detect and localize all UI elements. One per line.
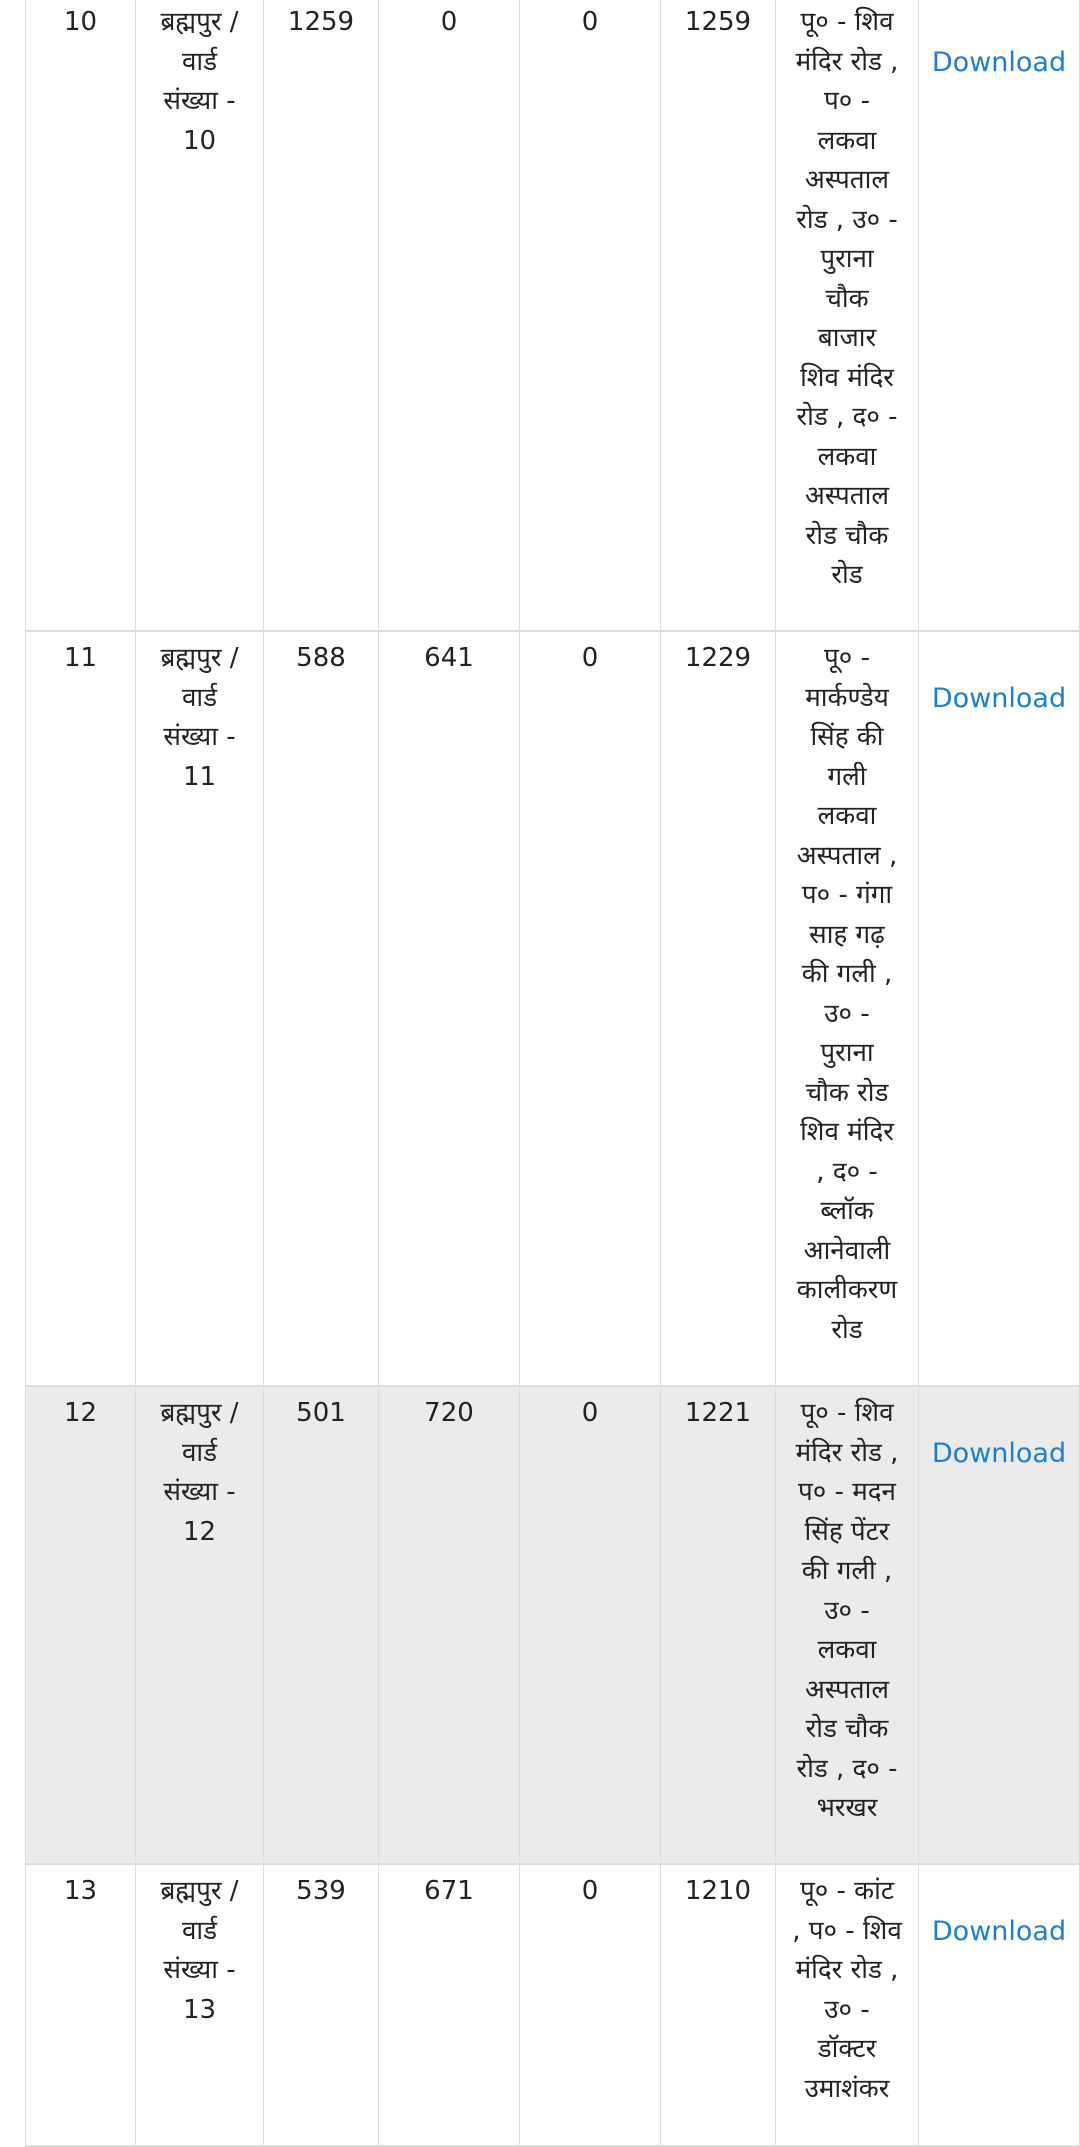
polling-station-table — [25, 0, 1080, 2147]
serial-number: 13 — [26, 1865, 136, 2145]
other-voters: 0 — [520, 1865, 661, 2145]
serial-number: 12 — [26, 1387, 136, 1863]
table-row — [26, 1387, 1079, 1865]
download-link[interactable]: Download — [931, 1915, 1067, 1947]
male-voters: 1259 — [264, 0, 379, 630]
booth-name: ब्रह्मपुर / वार्ड संख्या - 11 — [136, 632, 264, 1385]
other-voters: 0 — [520, 1387, 661, 1863]
download-cell — [919, 1865, 1079, 2145]
female-voters: 720 — [379, 1387, 520, 1863]
download-link[interactable]: Download — [931, 1437, 1067, 1469]
booth-name: ब्रह्मपुर / वार्ड संख्या - 13 — [136, 1865, 264, 2145]
other-voters: 0 — [520, 0, 661, 630]
male-voters: 539 — [264, 1865, 379, 2145]
total-voters: 1210 — [661, 1865, 776, 2145]
serial-number: 10 — [26, 0, 136, 630]
female-voters: 0 — [379, 0, 520, 630]
download-cell — [919, 632, 1079, 1385]
total-voters: 1229 — [661, 632, 776, 1385]
serial-number: 11 — [26, 632, 136, 1385]
female-voters: 671 — [379, 1865, 520, 2145]
total-voters: 1221 — [661, 1387, 776, 1863]
table-row — [26, 632, 1079, 1387]
download-link[interactable]: Download — [931, 682, 1067, 714]
female-voters: 641 — [379, 632, 520, 1385]
table-row — [26, 1865, 1079, 2147]
table-row — [26, 0, 1079, 632]
download-cell — [919, 0, 1079, 630]
booth-address: पू० - मार्कण्डेय सिंह की गली लकवा अस्पताल , प० - गंगा साह गढ़ की गली , उ० - पुराना चौक रोड शिव मंदिर , द० - ब्लॉक आनेवाली कालीकरण रोड — [776, 632, 919, 1385]
booth-name: ब्रह्मपुर / वार्ड संख्या - 10 — [136, 0, 264, 630]
booth-name: ब्रह्मपुर / वार्ड संख्या - 12 — [136, 1387, 264, 1863]
other-voters: 0 — [520, 632, 661, 1385]
total-voters: 1259 — [661, 0, 776, 630]
male-voters: 588 — [264, 632, 379, 1385]
booth-address: पू० - शिव मंदिर रोड , प० - मदन सिंह पेंटर की गली , उ० - लकवा अस्पताल रोड चौक रोड , द० - भरखर — [776, 1387, 919, 1863]
download-cell — [919, 1387, 1079, 1863]
booth-address: पू० - कांट , प० - शिव मंदिर रोड , उ० - डॉक्टर उमाशंकर — [776, 1865, 919, 2145]
booth-address: पू० - शिव मंदिर रोड , प० - लकवा अस्पताल रोड , उ० - पुराना चौक बाजार शिव मंदिर रोड , द० - लकवा अस्पताल रोड चौक रोड — [776, 0, 919, 630]
male-voters: 501 — [264, 1387, 379, 1863]
download-link[interactable]: Download — [931, 46, 1067, 78]
